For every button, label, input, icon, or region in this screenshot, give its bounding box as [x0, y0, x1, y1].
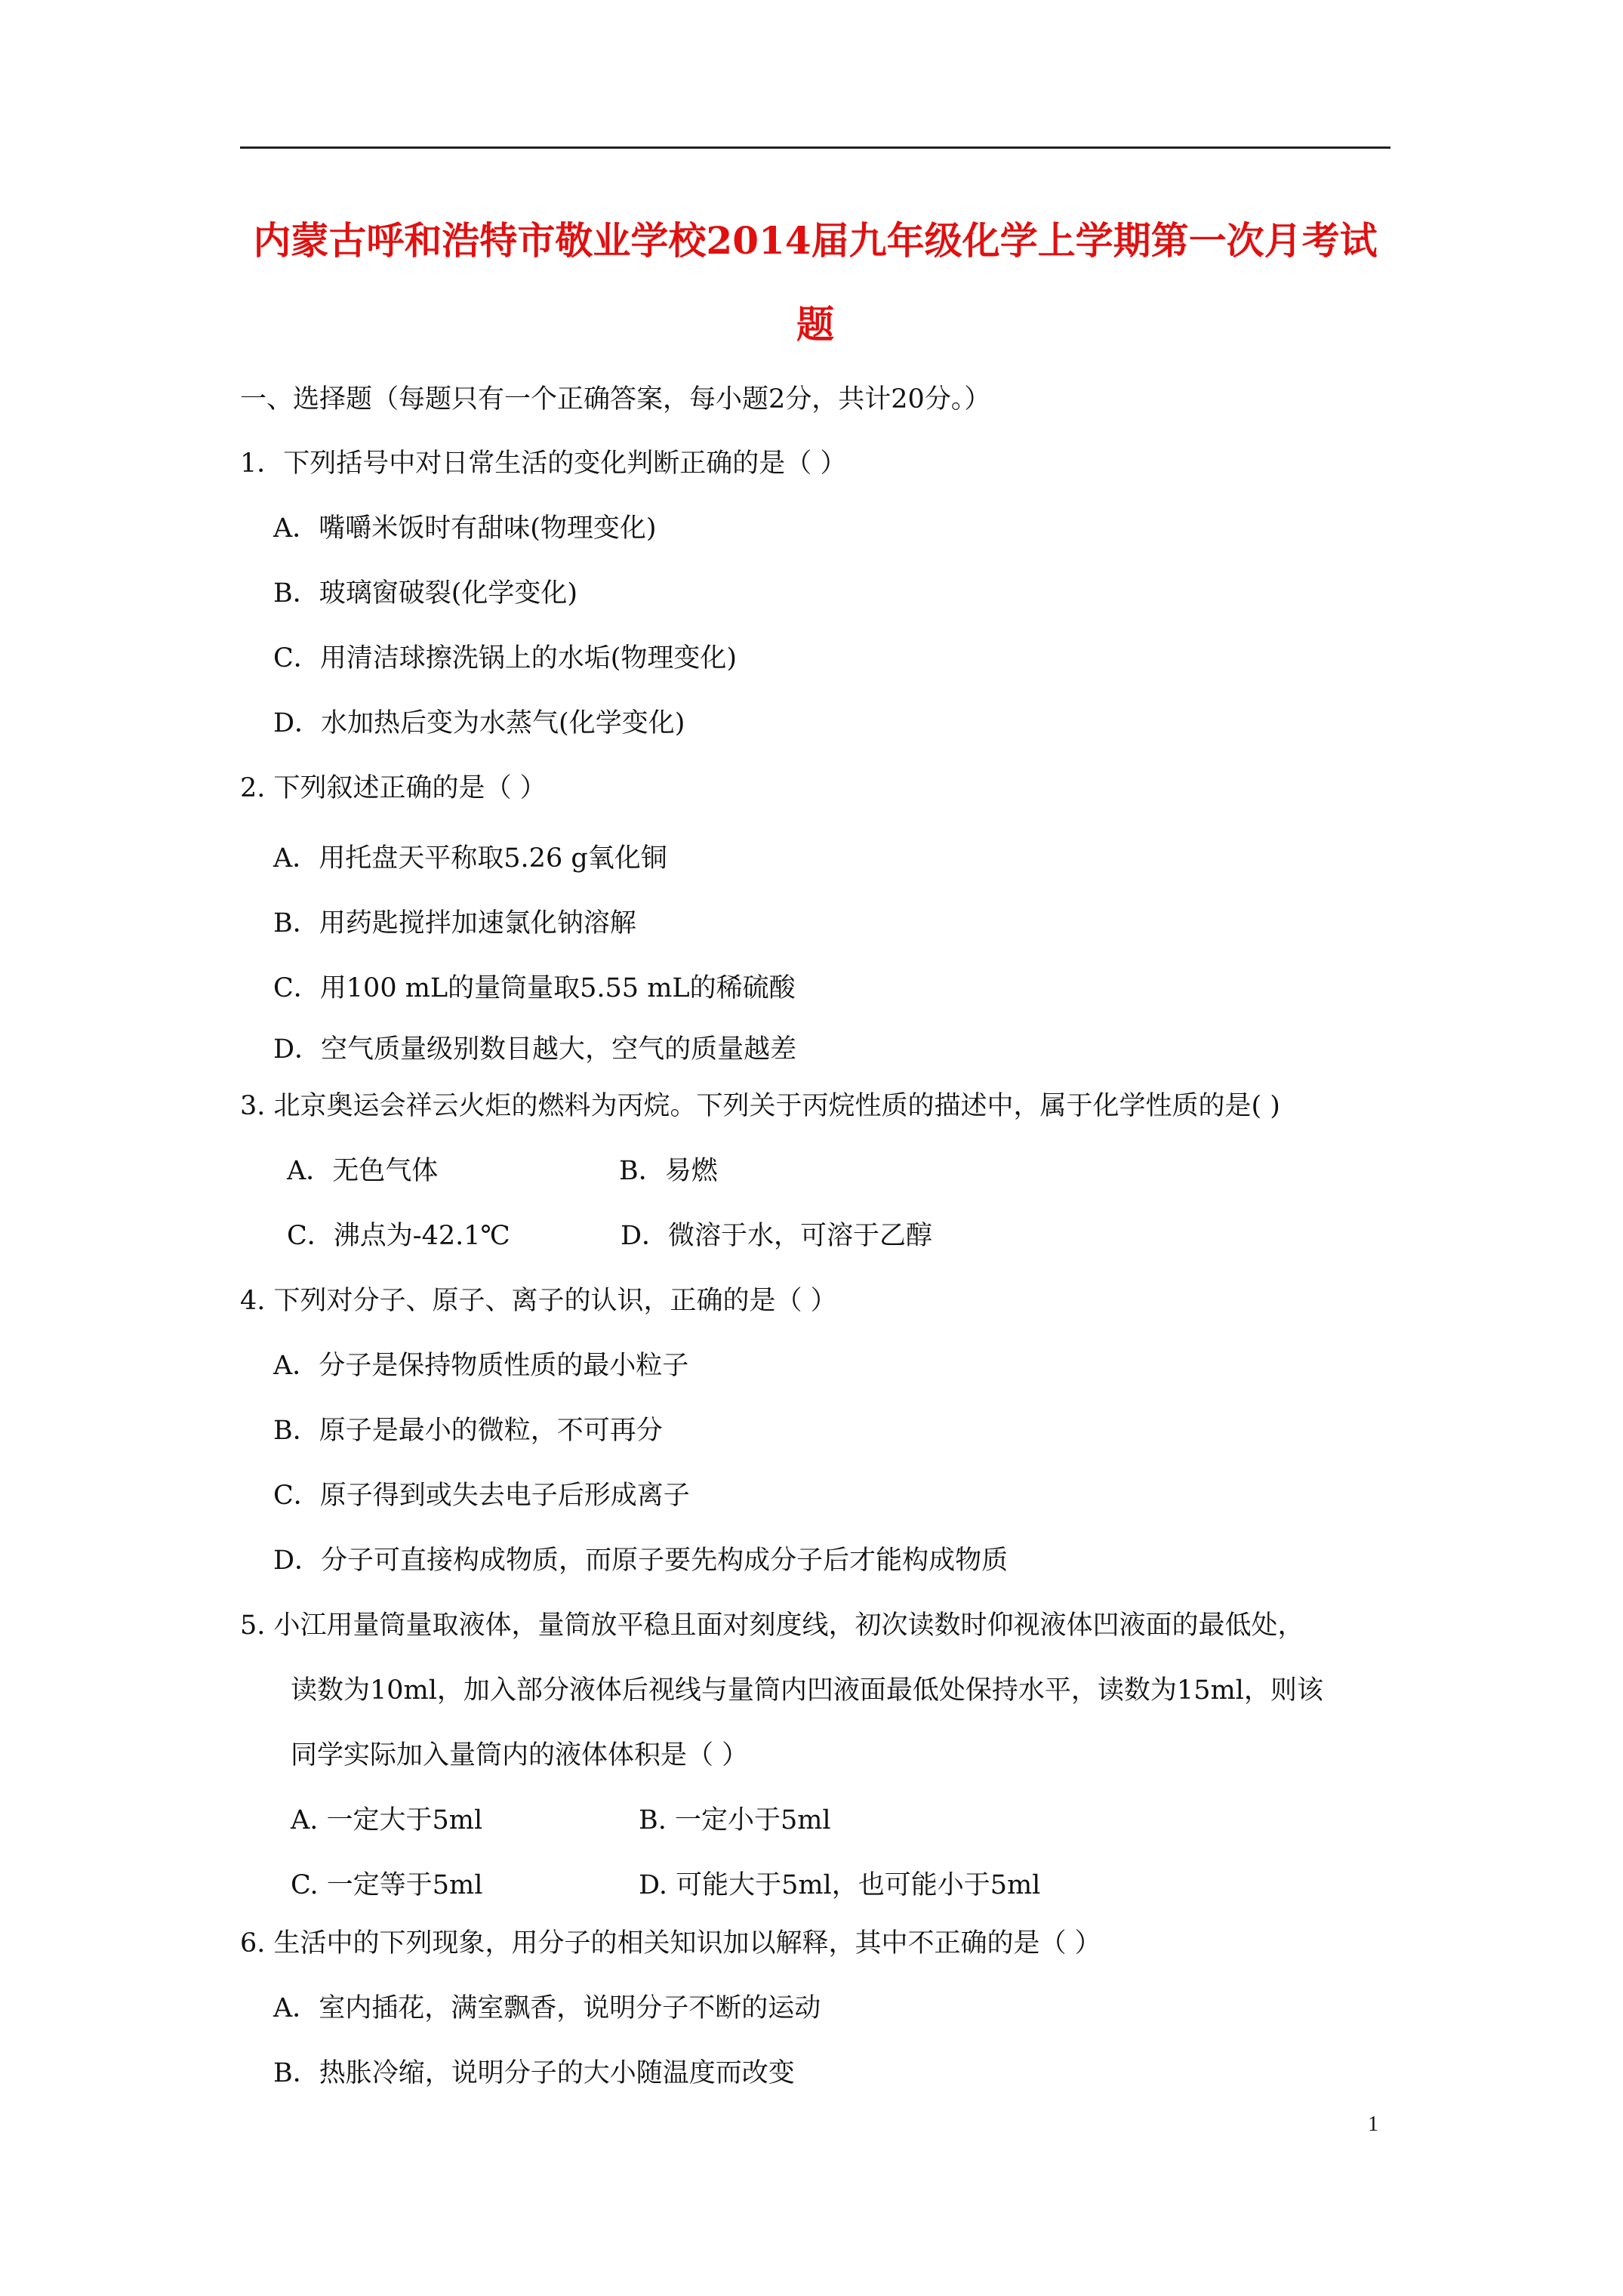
- question-1-option-c: C．用清洁球擦洗锅上的水垢(物理变化): [273, 643, 738, 673]
- question-3-option-c: C．沸点为-42.1℃: [287, 1221, 510, 1251]
- question-5-stem-line1: 5. 小江用量筒量取液体，量筒放平稳且面对刻度线，初次读数时仰视液体凹液面的最低处，: [240, 1610, 1304, 1641]
- question-5-option-c: C. 一定等于5ml: [291, 1870, 483, 1900]
- question-2-option-a: A．用托盘天平称取5.26 g氧化铜: [273, 843, 667, 874]
- question-1-option-b: B．玻璃窗破裂(化学变化): [273, 578, 578, 609]
- question-3-option-b: B．易燃: [619, 1156, 718, 1186]
- question-4-option-b: B．原子是最小的微粒，不可再分: [273, 1416, 663, 1446]
- question-4-option-d: D．分子可直接构成物质，而原子要先构成分子后才能构成物质: [273, 1546, 1009, 1576]
- question-3-option-a: A．无色气体: [287, 1156, 439, 1186]
- question-6-option-b: B．热胀冷缩，说明分子的大小随温度而改变: [273, 2058, 795, 2088]
- document-title-line1: 内蒙古呼和浩特市敬业学校2014届九年级化学上学期第一次月考试: [253, 218, 1378, 263]
- question-1-option-d: D．水加热后变为水蒸气(化学变化): [273, 708, 685, 738]
- question-6-option-a: A．室内插花，满室飘香，说明分子不断的运动: [273, 1993, 821, 2023]
- question-5-stem-line3: 同学实际加入量筒内的液体体积是（ ）: [291, 1740, 749, 1771]
- question-5-stem-line2: 读数为10ml，加入部分液体后视线与量筒内凹液面最低处保持水平，读数为15ml，则该: [291, 1675, 1323, 1706]
- question-1-stem: 1．下列括号中对日常生活的变化判断正确的是（ ）: [240, 448, 847, 479]
- question-2-option-c: C．用100 mL的量筒量取5.55 mL的稀硫酸: [273, 973, 796, 1003]
- question-3-stem: 3. 北京奥运会祥云火炬的燃料为丙烷。下列关于丙烷性质的描述中，属于化学性质的是( ): [240, 1091, 1280, 1121]
- question-4-option-c: C．原子得到或失去电子后形成离子: [273, 1481, 690, 1511]
- header-rule: [240, 146, 1390, 149]
- question-5-option-d: D. 可能大于5ml，也可能小于5ml: [639, 1870, 1041, 1900]
- question-1-option-a: A．嘴嚼米饭时有甜味(物理变化): [273, 513, 657, 544]
- question-4-stem: 4. 下列对分子、原子、离子的认识，正确的是（ ）: [240, 1286, 837, 1316]
- question-2-option-b: B．用药匙搅拌加速氯化钠溶解: [273, 908, 636, 938]
- question-5-option-a: A. 一定大于5ml: [291, 1805, 483, 1835]
- question-3-option-d: D．微溶于水，可溶于乙醇: [621, 1221, 933, 1251]
- question-6-stem: 6. 生活中的下列现象，用分子的相关知识加以解释，其中不正确的是（ ）: [240, 1928, 1101, 1959]
- section-heading: 一、选择题（每题只有一个正确答案，每小题2分，共计20分。）: [240, 384, 991, 415]
- question-2-stem: 2. 下列叙述正确的是（ ）: [240, 773, 547, 803]
- question-4-option-a: A．分子是保持物质性质的最小粒子: [273, 1351, 689, 1381]
- document-title-line2: 题: [796, 302, 834, 347]
- question-2-option-d: D．空气质量级别数目越大，空气的质量越差: [273, 1034, 797, 1065]
- page-number: 1: [1368, 2113, 1378, 2136]
- question-5-option-b: B. 一定小于5ml: [639, 1805, 831, 1835]
